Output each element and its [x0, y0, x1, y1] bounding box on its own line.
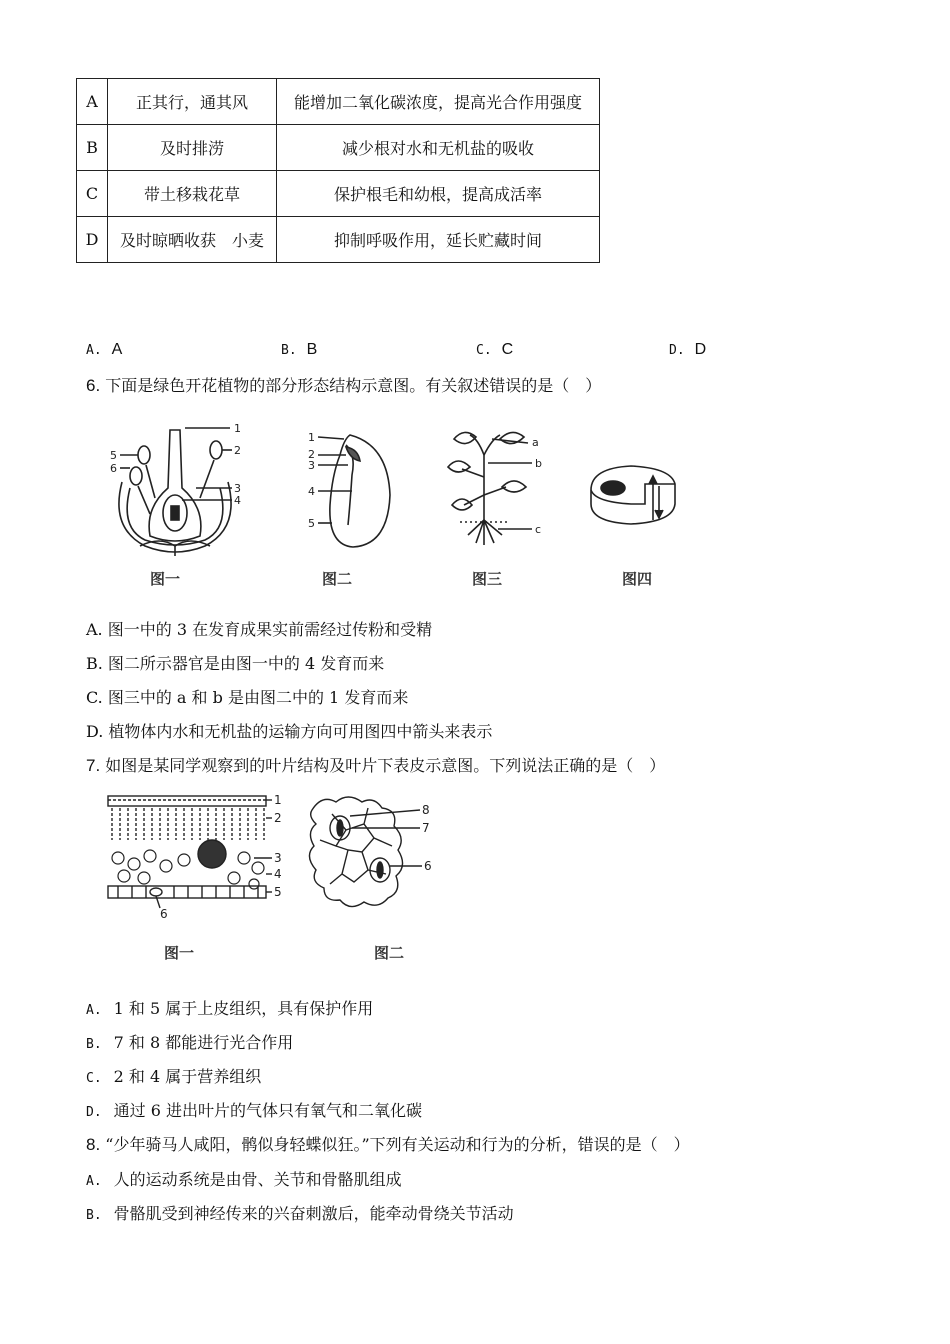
option-label: C.	[86, 1071, 102, 1086]
choice-value: B	[306, 341, 318, 358]
q8-option-b[interactable]	[86, 1201, 514, 1224]
question-text: “少年骑马人咸阳，鹘似身轻蝶似狂。”下列有关运动和行为的分析，错误的是（ ）	[105, 1135, 690, 1154]
row-letter: A	[77, 79, 108, 125]
row-measure: 及时排涝	[108, 125, 277, 171]
option-label: B.	[86, 1208, 102, 1223]
option-label: D.	[86, 1105, 102, 1120]
fig1-label: 4	[274, 867, 282, 881]
fig2-label: 8	[422, 803, 430, 817]
q7-option-a[interactable]	[86, 996, 373, 1019]
upper-epidermis-shape	[108, 796, 266, 806]
q5-choice-a[interactable]	[86, 340, 122, 359]
pith-shape	[601, 481, 625, 495]
q6-fig3-caption: 图三	[472, 571, 503, 588]
option-text: 人的运动系统是由骨、关节和骨骼肌组成	[113, 1170, 402, 1189]
fig1-label: 1	[234, 422, 241, 435]
q5-choice-d[interactable]	[669, 340, 706, 359]
q5-choice-c[interactable]	[476, 340, 513, 359]
q6-stem	[86, 373, 601, 396]
q6-fig2-caption: 图二	[322, 571, 353, 588]
leaf-shape	[454, 432, 476, 443]
q5-choice-b[interactable]	[281, 340, 317, 359]
fig1-label: 3	[274, 851, 282, 865]
q6-fig3-seedling-diagram	[440, 425, 550, 555]
q6-option-b[interactable]: B. 图二所示器官是由图一中的 4 发育而来	[86, 654, 385, 673]
fig1-label: 4	[234, 494, 241, 507]
option-label: A.	[86, 1174, 102, 1189]
row-measure: 正其行，通其风	[108, 79, 277, 125]
row-reason: 抑制呼吸作用，延长贮藏时间	[277, 217, 600, 263]
q7-fig2-epidermis-diagram	[302, 790, 442, 915]
option-text: 骨骼肌受到神经传来的兴奋刺激后，能牵动骨绕关节活动	[113, 1204, 514, 1223]
q8-option-a[interactable]	[86, 1167, 402, 1190]
q7-option-d[interactable]	[86, 1098, 422, 1121]
q7-stem	[86, 753, 665, 776]
choice-label: B.	[281, 343, 297, 358]
stem-block-shape	[591, 466, 675, 524]
palisade-cells	[112, 808, 264, 840]
row-reason: 保护根毛和幼根，提高成活率	[277, 171, 600, 217]
fig1-label: 6	[110, 462, 117, 475]
fig2-label: 5	[308, 517, 315, 530]
q6-option-d[interactable]: D. 植物体内水和无机盐的运输方向可用图四中箭头来表示	[86, 722, 493, 741]
row-measure: 带土移栽花草	[108, 171, 277, 217]
q6-option-c[interactable]: C. 图三中的 a 和 b 是由图二中的 1 发育而来	[86, 688, 409, 707]
row-letter: B	[77, 125, 108, 171]
table-row	[77, 79, 600, 125]
question-number: 7.	[86, 756, 101, 775]
table-row	[77, 217, 600, 263]
fig2-label: 2	[308, 448, 315, 461]
fig3-label: a	[532, 436, 539, 449]
fig1-label: 6	[160, 907, 168, 921]
q7-fig2-caption: 图二	[374, 945, 405, 962]
option-label: B.	[86, 1037, 102, 1052]
choice-value: A	[111, 341, 123, 358]
stoma-shape	[150, 888, 162, 896]
table-row	[77, 171, 600, 217]
fig2-label: 3	[308, 459, 315, 472]
row-reason: 减少根对水和无机盐的吸收	[277, 125, 600, 171]
q7-fig1-caption: 图一	[164, 945, 195, 962]
fig2-label: 1	[308, 431, 315, 444]
fig1-label: 3	[234, 482, 241, 495]
option-text: 7 和 8 都能进行光合作用	[113, 1033, 294, 1052]
option-text: 1 和 5 属于上皮组织，具有保护作用	[113, 999, 374, 1018]
fig1-label: 2	[234, 444, 241, 457]
choice-label: A.	[86, 343, 102, 358]
q7-fig1-leaf-section-diagram	[104, 792, 294, 922]
fig2-label: 6	[424, 859, 432, 873]
table-row	[77, 125, 600, 171]
q6-fig1-caption: 图一	[150, 571, 181, 588]
question-number: 6.	[86, 376, 101, 395]
q6-fig1-flower-diagram	[100, 418, 260, 558]
ovule-shape	[171, 506, 179, 520]
question-number: 8.	[86, 1135, 101, 1154]
options-table	[76, 78, 600, 263]
q7-option-c[interactable]	[86, 1064, 261, 1087]
q8-stem	[86, 1132, 690, 1155]
option-text: 通过 6 进出叶片的气体只有氧气和二氧化碳	[113, 1101, 423, 1120]
option-text: 2 和 4 属于营养组织	[113, 1067, 262, 1086]
fig1-label: 2	[274, 811, 282, 825]
fig1-label: 5	[110, 449, 117, 462]
anther-shape	[138, 446, 150, 464]
q6-fig4-caption: 图四	[622, 571, 653, 588]
spongy-cells	[112, 850, 264, 889]
row-letter: C	[77, 171, 108, 217]
q6-fig4-stem-diagram	[585, 460, 685, 530]
choice-value: C	[501, 341, 514, 358]
question-text: 如图是某同学观察到的叶片结构及叶片下表皮示意图。下列说法正确的是（ ）	[105, 756, 666, 775]
choice-label: D.	[669, 343, 685, 358]
option-label: A.	[86, 1003, 102, 1018]
question-text: 下面是绿色开花植物的部分形态结构示意图。有关叙述错误的是（ ）	[105, 376, 602, 395]
q6-fig2-seed-diagram	[308, 425, 398, 555]
choice-value: D	[694, 341, 707, 358]
fig3-label: b	[535, 457, 542, 470]
row-letter: D	[77, 217, 108, 263]
row-reason: 能增加二氧化碳浓度，提高光合作用强度	[277, 79, 600, 125]
fig1-label: 5	[274, 885, 282, 899]
q7-option-b[interactable]	[86, 1030, 293, 1053]
vein-shape	[198, 840, 226, 868]
choice-label: C.	[476, 343, 492, 358]
row-measure: 及时晾晒收获 小麦	[108, 217, 277, 263]
fig3-label: c	[535, 523, 542, 536]
fig1-label: 1	[274, 793, 282, 807]
fig2-label: 7	[422, 821, 430, 835]
pistil-shape	[149, 430, 201, 541]
fig2-label: 4	[308, 485, 315, 498]
q6-option-a[interactable]: A. 图一中的 3 在发育成果实前需经过传粉和受精	[86, 620, 433, 639]
